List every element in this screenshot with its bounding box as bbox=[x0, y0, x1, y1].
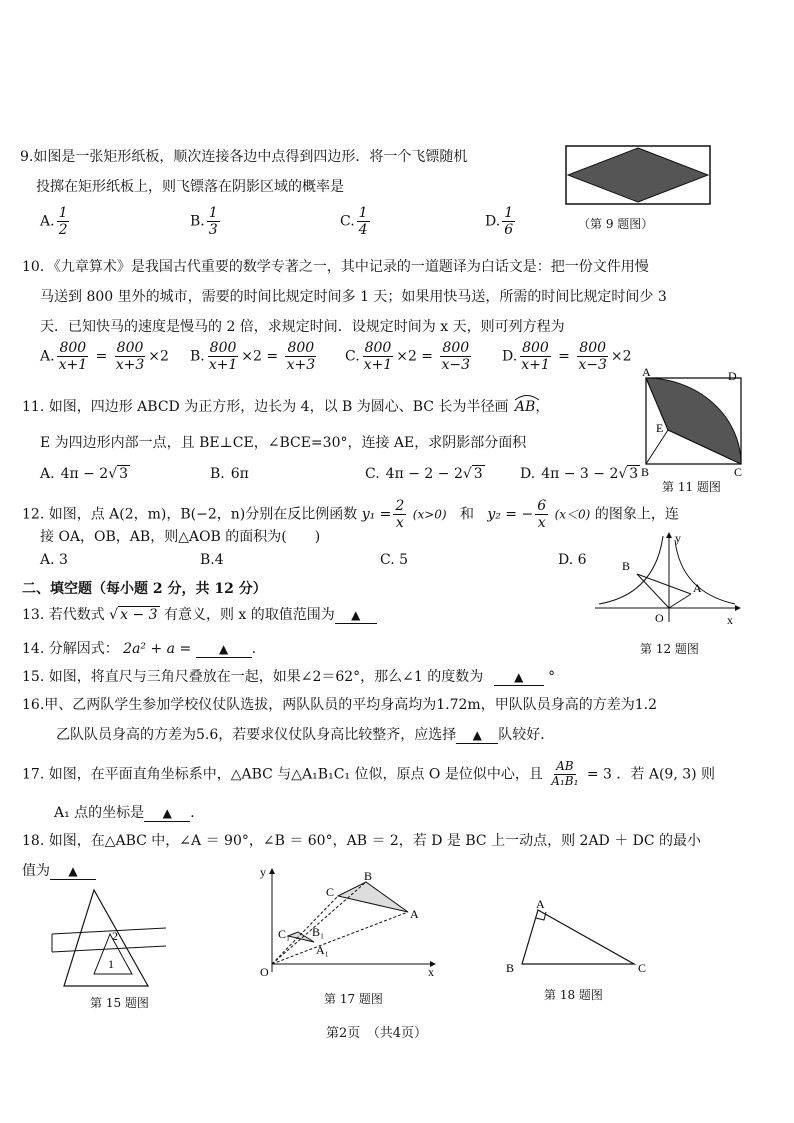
q9-option-b: B. $\frac{1}{3}$ bbox=[190, 205, 218, 239]
q17-caption: 第 17 题图 bbox=[324, 992, 383, 1006]
q12-label-o: O bbox=[655, 611, 664, 625]
q17-label-b: B bbox=[364, 869, 373, 883]
q9-caption: （第 9 题图） bbox=[578, 217, 654, 231]
section-2-heading: 二、填空题（每小题 2 分，共 12 分） bbox=[22, 581, 267, 597]
q10-line3: 天．已知快马的速度是慢马的 2 倍，求规定时间．设规定时间为 x 天，则可列方程为 bbox=[40, 319, 565, 335]
q14-blank[interactable] bbox=[196, 641, 252, 658]
q12-label-x: x bbox=[727, 613, 733, 627]
q15-label-1: 1 bbox=[108, 957, 114, 971]
page-footer: 第2页 （共4页） bbox=[326, 1026, 428, 1041]
q13: 13. 若代数式 √ x − 3 有意义，则 x 的取值范围为▲ bbox=[22, 604, 377, 624]
q12-label-y: y bbox=[675, 531, 681, 545]
q12-line1: 12. 如图，点 A(2，m)，B(−2，n)分别在反比例函数 y₁ = $\frac{2}{x}$ (x>0) 和 y₂ = − $\frac{6}{x}$ (x＜0) 的图象上，连 bbox=[22, 498, 679, 532]
q18-label-a: A bbox=[536, 897, 545, 911]
q11-arc-ab: AB bbox=[515, 399, 535, 415]
q11-label-d: D bbox=[728, 369, 737, 383]
q12-label-a: A bbox=[693, 581, 702, 595]
q17-line2: A₁ 点的坐标是▲ ． bbox=[54, 802, 204, 822]
q18-label-c: C bbox=[638, 961, 647, 975]
q16-blank[interactable] bbox=[456, 727, 498, 744]
q15-label-2: 2 bbox=[112, 929, 118, 943]
q12-caption: 第 12 题图 bbox=[640, 642, 699, 656]
q16-line2: 乙队队员身高的方差为5.6，若要求仪仗队身高比较整齐，应选择▲ 队较好． bbox=[56, 724, 554, 744]
q12-option-b: B.4 bbox=[200, 552, 224, 568]
q12-option-d: D. 6 bbox=[558, 552, 587, 568]
q11-line1: 11. 如图，四边形 ABCD 为正方形，边长为 4，以 B 为圆心、BC 长为半径画 AB， bbox=[22, 396, 549, 416]
q9-option-a: A. $\frac{1}{2}$ bbox=[40, 205, 68, 239]
q11-option-c: C. 4π − 2 − 2√ 3 bbox=[365, 466, 483, 482]
q11-label-a: A bbox=[642, 365, 651, 379]
q11-caption: 第 11 题图 bbox=[662, 480, 721, 494]
q11-label-e: E bbox=[656, 421, 664, 435]
q12-option-c: C. 5 bbox=[380, 552, 409, 568]
q9-line2: 投掷在矩形纸板上，则飞镖落在阴影区域的概率是 bbox=[36, 179, 344, 195]
q10-option-b: B. $\frac{800}{x+1}$ ×2 = $\frac{800}{x+3}$ bbox=[190, 340, 316, 374]
q17-figure bbox=[258, 865, 438, 979]
q17-line1: 17. 如图，在平面直角坐标系中，△ABC 与△A₁B₁C₁ 位似，原点 O 是位似中心，且 $\frac{AB}{\text{A₁B₁}}$ = 3 ．若 A(9, 3) 则 bbox=[22, 759, 716, 788]
q18-label-b: B bbox=[506, 961, 515, 975]
q10-option-a: A. $\frac{800}{x+1}$ = $\frac{800}{x+3}$ ×2 bbox=[40, 340, 169, 374]
q12-line2: 接 OA，OB，AB，则△AOB 的面积为( ) bbox=[40, 529, 321, 545]
q12-figure bbox=[595, 531, 745, 627]
q12-option-a: A. 3 bbox=[40, 552, 68, 568]
q17-label-b1: B₁ bbox=[312, 925, 325, 939]
q17-blank[interactable] bbox=[144, 805, 190, 822]
q11-figure bbox=[638, 365, 753, 479]
q15: 15. 如图，将直尺与三角尺叠放在一起，如果∠2＝62°，那么∠1 的度数为 ▲ ° bbox=[22, 666, 555, 686]
q17-label-y: y bbox=[260, 865, 266, 879]
q18-line2: 值为▲ bbox=[22, 860, 96, 880]
q18-caption: 第 18 题图 bbox=[544, 988, 603, 1002]
q10-line2: 马送到 800 里外的城市，需要的时间比规定时间多 1 天；如果用快马送，所需的时间比规定时间少 3 bbox=[40, 289, 667, 305]
q11-option-a: A. 4π − 2√ 3 bbox=[40, 466, 129, 482]
q15-blank[interactable] bbox=[494, 669, 544, 686]
q18-blank[interactable] bbox=[50, 863, 96, 880]
q17-label-x: x bbox=[428, 965, 434, 979]
q11-option-d: D. 4π − 3 − 2√ 3 bbox=[520, 466, 639, 482]
q13-blank[interactable] bbox=[335, 607, 377, 624]
q10-option-c: C. $\frac{800}{x+1}$ ×2 = $\frac{800}{x-3}$ bbox=[345, 340, 471, 374]
q9-figure bbox=[565, 145, 715, 207]
q18-line1: 18. 如图，在△ABC 中，∠A ＝ 90°，∠B ＝ 60°，AB ＝ 2，若 D 是 BC 上一动点，则 2AD ＋ DC 的最小 bbox=[22, 833, 702, 849]
q12-label-b: B bbox=[622, 559, 631, 573]
q13-sqrt: √ x − 3 bbox=[109, 607, 158, 623]
q11-label-b: B bbox=[641, 465, 650, 479]
q16-line1: 16.甲、乙两队学生参加学校仪仗队选拔，两队队员的平均身高均为1.72m，甲队队员身高的方差为1.2 bbox=[22, 697, 657, 713]
q17-label-a1: A₁ bbox=[316, 943, 329, 957]
q17-label-a: A bbox=[410, 907, 419, 921]
q9-line1: 9.如图是一张矩形纸板，顺次连接各边中点得到四边形．将一个飞镖随机 bbox=[20, 149, 468, 165]
q17-label-c1: C₁ bbox=[278, 927, 291, 941]
q17-label-o: O bbox=[260, 965, 269, 979]
q18-figure bbox=[500, 898, 660, 978]
q11-label-c: C bbox=[734, 465, 743, 479]
q9-option-c: C. $\frac{1}{4}$ bbox=[340, 205, 368, 239]
q15-figure bbox=[50, 888, 170, 988]
q17-label-c: C bbox=[326, 885, 335, 899]
q10-option-d: D. $\frac{800}{x+1}$ = $\frac{800}{x-3}$ ×2 bbox=[502, 340, 632, 374]
q15-caption: 第 15 题图 bbox=[90, 996, 149, 1010]
q14: 14. 分解因式： 2a² + a = ▲ . bbox=[22, 638, 256, 658]
q11-option-b: B. 6π bbox=[210, 466, 249, 482]
q9-option-d: D. $\frac{1}{6}$ bbox=[485, 205, 514, 239]
q10-line1: 10．《九章算术》是我国古代重要的数学专著之一，其中记录的一道题译为白话文是：把一份文件用慢 bbox=[22, 259, 649, 275]
q11-line2: E 为四边形内部一点，且 BE⊥CE，∠BCE=30°，连接 AE，求阴影部分面积 bbox=[40, 435, 527, 451]
